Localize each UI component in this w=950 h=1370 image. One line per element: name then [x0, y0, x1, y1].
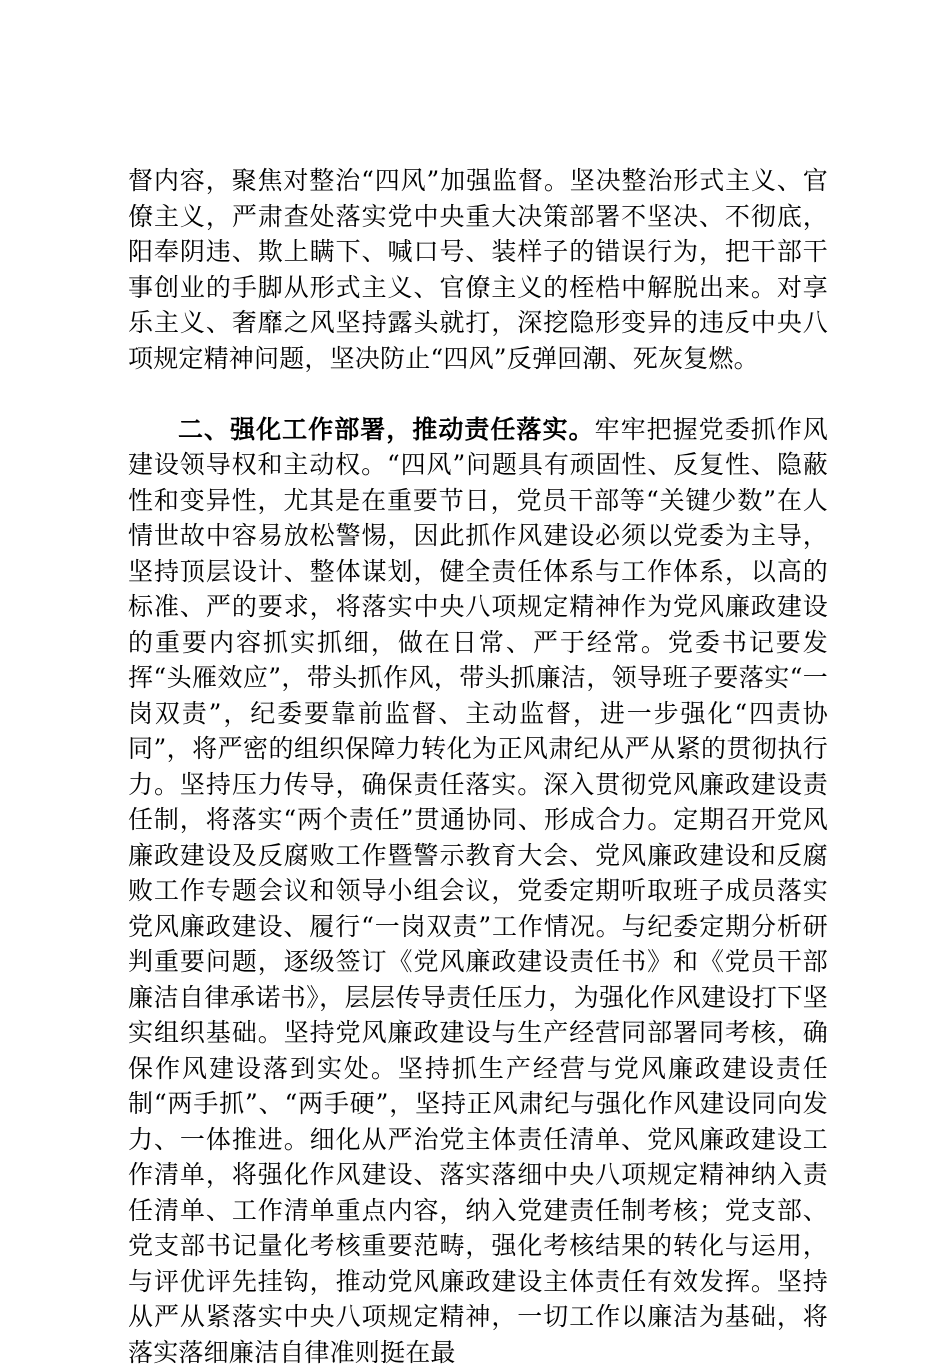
paragraph-continuation — [128, 163, 828, 376]
paragraph-section-two — [128, 412, 828, 1370]
section-heading: 二、强化工作部署，推动责任落实。 — [178, 415, 595, 444]
document-body — [128, 163, 828, 1370]
paragraph-text: 牢牢把握党委抓作风建设领导权和主动权。“四风”问题具有顽固性、反复性、隐蔽性和变异性，尤其是在重要节日，党员干部等“关键少数”在人情世故中容易放松警惕，因此抓作风建设必须以党委为主导，坚持顶层设计、整体谋划，健全责任体系与工作体系，以高的标准、严的要求，将落实中央八项规定精神作为党风廉政建设的重要内容抓实抓细，做在日常、严于经常。党委书记要发挥“头雁效应”，带头抓作风，带头抓廉洁，领导班子要落实“一岗双责”，纪委要靠前监督、主动监督，进一步强化“四责协同”，将严密的组织保障力转化为正风肃纪从严从紧的贯彻执行力。坚持压力传导，确保责任落实。深入贯彻党风廉政建设责任制，将落实“两个责任”贯通协同、形成合力。定期召开党风廉政建设及反腐败工作暨警示教育大会、党风廉政建设和反腐败工作专题会议和领导小组会议，党委定期听取班子成员落实党风廉政建设、履行“一岗双责”工作情况。与纪委定期分析研判重要问题，逐级签订《党风廉政建设责任书》和《党员干部廉洁自律承诺书》，层层传导责任压力，为强化作风建设打下坚实组织基础。坚持党风廉政建设与生产经营同部署同考核，确保作风建设落到实处。坚持抓生产经营与党风廉政建设责任制“两手抓”、“两手硬”，坚持正风肃纪与强化作风建设同向发力、一体推进。细化从严治党主体责任清单、党风廉政建设工作清单，将强化作风建设、落实落细中央八项规定精神纳入责任清单、工作清单重点内容，纳入党建责任制考核；党支部、党支部书记量化考核重要范畴，强化考核结果的转化与运用，与评优评先挂钩，推动党风廉政建设主体责任有效发挥。坚持从严从紧落实中央八项规定精神，一切工作以廉洁为基础，将落实落细廉洁自律准则挺在最 — [128, 415, 828, 1367]
paragraph-text: 督内容，聚焦对整治“四风”加强监督。坚决整治形式主义、官僚主义，严肃查处落实党中央重大决策部署不坚决、不彻底，阳奉阴违、欺上瞒下、喊口号、装样子的错误行为，把干部干事创业的手脚从形式主义、官僚主义的桎梏中解脱出来。对享乐主义、奢靡之风坚持露头就打，深挖隐形变异的违反中央八项规定精神问题，坚决防止“四风”反弹回潮、死灰复燃。 — [128, 166, 828, 373]
